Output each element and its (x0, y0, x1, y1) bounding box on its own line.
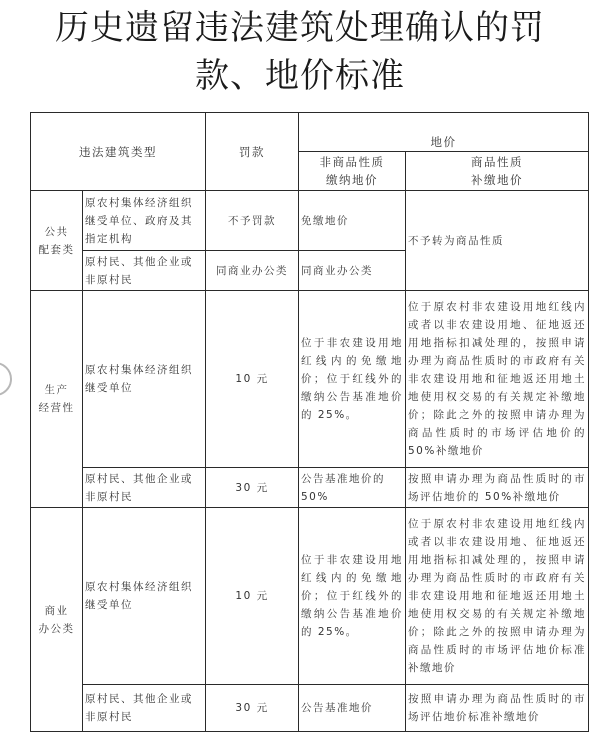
title-line-2: 款、地价标准 (195, 56, 405, 96)
commercial-cell: 位于原农村非农建设用地红线内或者以非农建设用地、征地返还用地指标扣减处理的，按照申请办理为商品性质时的市政府有关非农建设用地和征地返还用地土地使用权交易的有关规定补缴地价；除此之外的按照申请办理为商品性质时的市场评估地价的 50%补缴地价 (406, 291, 589, 468)
header-non-commercial-line-1: 非商品性质 (319, 155, 385, 169)
subject-cell: 原村民、其他企业或非原村民 (83, 251, 206, 291)
fine-cell: 10 元 (206, 508, 299, 685)
fine-cell: 不予罚款 (206, 191, 299, 251)
non-commercial-cell: 位于非农建设用地红线内的免缴地价；位于红线外的缴纳公告基准地价的 25%。 (299, 291, 406, 468)
header-land-price: 地价 (299, 113, 589, 152)
non-commercial-cell: 位于非农建设用地红线内的免缴地价；位于红线外的缴纳公告基准地价的 25%。 (299, 508, 406, 685)
table-row (31, 508, 589, 685)
header-non-commercial (299, 152, 406, 191)
non-commercial-cell: 免缴地价 (299, 191, 406, 251)
edge-circle-icon (0, 362, 12, 396)
category-public (31, 191, 83, 291)
category-label-line: 办公类 (38, 622, 75, 635)
commercial-cell: 不予转为商品性质 (406, 191, 589, 291)
table-row (31, 191, 589, 251)
title-line-1: 历史遗留违法建筑处理确认的罚 (55, 8, 545, 48)
fine-cell: 10 元 (206, 291, 299, 468)
document-title (0, 4, 600, 100)
header-commercial-line-2: 补缴地价 (471, 173, 523, 187)
category-production (31, 291, 83, 508)
header-commercial (406, 152, 589, 191)
category-label-line: 生产 (44, 384, 69, 396)
fine-cell: 30 元 (206, 468, 299, 508)
subject-cell: 原农村集体经济组织继受单位 (83, 508, 206, 685)
penalty-land-price-table (30, 112, 589, 732)
non-commercial-cell: 公告基准地价 (299, 685, 406, 732)
header-non-commercial-line-2: 缴纳地价 (326, 173, 378, 187)
subject-cell: 原农村集体经济组织继受单位 (83, 291, 206, 468)
table-row (31, 291, 589, 468)
header-building-type: 违法建筑类型 (31, 113, 206, 191)
commercial-cell: 按照申请办理为商品性质时的市场评估地价的 50%补缴地价 (406, 468, 589, 508)
fine-cell: 30 元 (206, 685, 299, 732)
commercial-cell: 位于原农村非农建设用地红线内或者以非农建设用地、征地返还用地指标扣减处理的，按照申请办理为商品性质时的市政府有关非农建设用地和征地返还用地土地使用权交易的有关规定补缴地价；除此之外的按照申请办理为商品性质时的市场评估地价标准补缴地价 (406, 508, 589, 685)
fine-cell: 同商业办公类 (206, 251, 299, 291)
table-row (31, 685, 589, 732)
header-fine: 罚款 (206, 113, 299, 191)
non-commercial-cell: 公告基准地价的 50% (299, 468, 406, 508)
header-commercial-line-1: 商品性质 (471, 155, 523, 169)
subject-cell: 原村民、其他企业或非原村民 (83, 685, 206, 732)
subject-cell: 原农村集体经济组织继受单位、政府及其指定机构 (83, 191, 206, 251)
category-commercial-office (31, 508, 83, 732)
category-label-line: 配套类 (38, 243, 75, 256)
commercial-cell: 按照申请办理为商品性质时的市场评估地价标准补缴地价 (406, 685, 589, 732)
category-label-line: 公共 (44, 225, 69, 238)
category-label-line: 商业 (44, 604, 69, 617)
category-label-line: 经营性 (38, 402, 75, 414)
subject-cell: 原村民、其他企业或非原村民 (83, 468, 206, 508)
table-row (31, 468, 589, 508)
non-commercial-cell: 同商业办公类 (299, 251, 406, 291)
